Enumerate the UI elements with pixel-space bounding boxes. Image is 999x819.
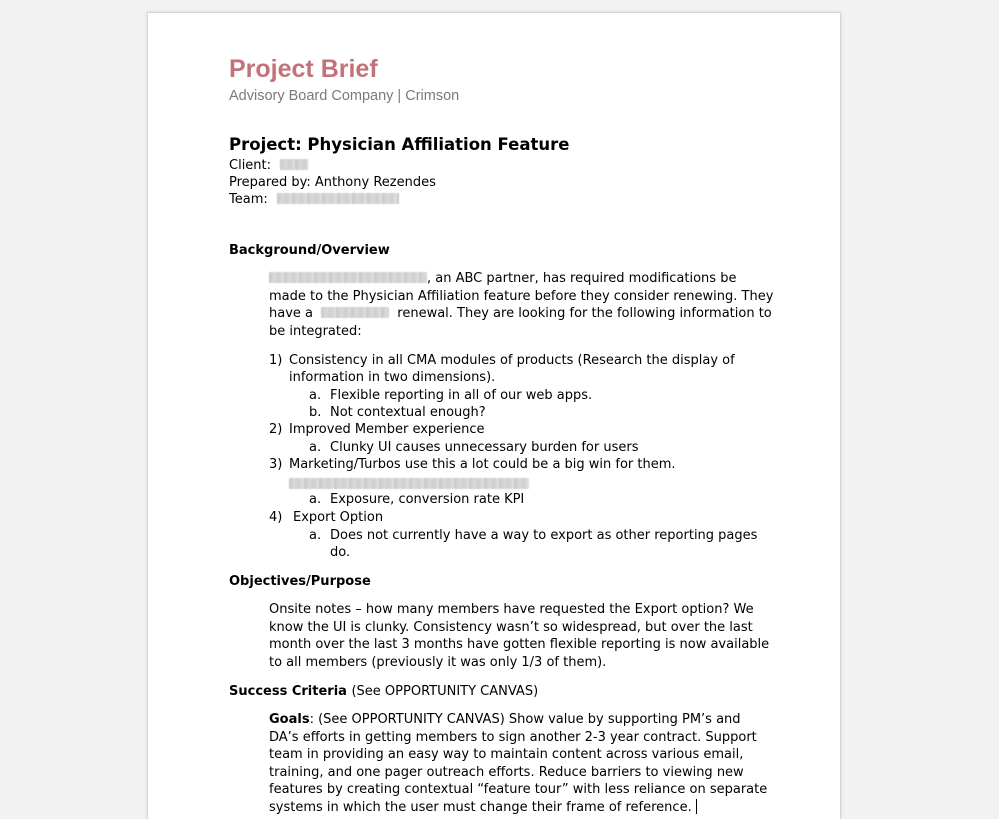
goals-line: features by creating contextual “feature tour” with less reliance on separate: [269, 782, 768, 797]
document-subtitle: Advisory Board Company | Crimson: [229, 88, 460, 104]
list-item-number: 4): [269, 510, 283, 525]
sublist-item-text: Not contextual enough?: [330, 405, 486, 420]
prepared-by-line: Prepared by: Anthony Rezendes: [229, 175, 436, 190]
background-intro-line-3: [269, 305, 772, 322]
sublist-item-letter: a.: [309, 388, 322, 403]
objectives-line: know the UI is clunky. Consistency wasn’t so widespread, but over the last: [269, 620, 753, 635]
redacted-note: [289, 478, 529, 489]
background-intro-line-1: [269, 270, 736, 287]
intro-line-3-head: have a: [269, 306, 313, 321]
sublist-item-text: Clunky UI causes unnecessary burden for users: [330, 440, 639, 455]
client-line: [229, 157, 308, 174]
intro-line-1-text: , an ABC partner, has required modifications be: [427, 271, 737, 286]
sublist-item-letter: a.: [309, 528, 322, 543]
team-line: [229, 191, 399, 208]
goals-line-5-text: systems in which the user must change their frame of reference.: [269, 800, 692, 815]
goals-line-last: [269, 799, 697, 816]
objectives-line: to all members (previously it was only 1/3 of them).: [269, 655, 607, 670]
team-label: Team:: [229, 192, 268, 207]
redacted-client: [280, 159, 308, 170]
list-item-text-continued: information in two dimensions).: [289, 370, 496, 385]
objectives-line: month over the last 3 months have gotten flexible reporting is now available: [269, 637, 770, 652]
goals-line: DA’s efforts in getting members to sign another 2-3 year contract. Support: [269, 730, 757, 745]
objectives-line: Onsite notes – how many members have requested the Export option? We: [269, 602, 754, 617]
redacted-team: [277, 193, 399, 204]
project-heading: Project: Physician Affiliation Feature: [229, 135, 570, 154]
sublist-item-text: Exposure, conversion rate KPI: [330, 492, 525, 507]
document-title: Project Brief: [229, 55, 378, 83]
client-label: Client:: [229, 158, 272, 173]
goals-line: training, and one pager outreach efforts. Reduce barriers to viewing new: [269, 765, 744, 780]
sublist-item-letter: a.: [309, 440, 322, 455]
sublist-item-text: Flexible reporting in all of our web apps.: [330, 388, 593, 403]
goals-line-1-text: : (See OPPORTUNITY CANVAS) Show value by supporting PM’s and: [309, 712, 741, 727]
text-cursor: [696, 799, 697, 814]
list-item-text: Export Option: [293, 510, 384, 525]
background-heading: Background/Overview: [229, 243, 390, 258]
list-item-number: 3): [269, 457, 283, 472]
background-intro-line-2: made to the Physician Affiliation feature before they consider renewing. They: [269, 289, 774, 304]
redacted-renewal-term: [321, 307, 389, 318]
success-heading-note: (See OPPORTUNITY CANVAS): [351, 684, 539, 699]
intro-line-3-tail: renewal. They are looking for the following information to: [397, 306, 772, 321]
success-heading-text: Success Criteria: [229, 684, 347, 699]
goals-label: Goals: [269, 712, 310, 727]
sublist-item-text: Does not currently have a way to export as other reporting pages: [330, 528, 758, 543]
sublist-item-letter: a.: [309, 492, 322, 507]
list-item-number: 1): [269, 353, 283, 368]
goals-line: team in providing an easy way to maintain content across various email,: [269, 747, 744, 762]
background-intro-line-4: be integrated:: [269, 324, 362, 339]
success-criteria-heading: [229, 683, 538, 700]
list-item-number: 2): [269, 422, 283, 437]
sublist-item-text-continued: do.: [330, 545, 351, 560]
list-item-text: Consistency in all CMA modules of products (Research the display of: [289, 353, 735, 368]
list-item-text: Improved Member experience: [289, 422, 485, 437]
goals-line: [269, 711, 741, 728]
document-page[interactable]: [147, 12, 841, 819]
list-item-text: Marketing/Turbos use this a lot could be a big win for them.: [289, 457, 676, 472]
objectives-heading: Objectives/Purpose: [229, 574, 371, 589]
sublist-item-letter: b.: [309, 405, 322, 420]
redacted-partner-name: [269, 272, 427, 283]
